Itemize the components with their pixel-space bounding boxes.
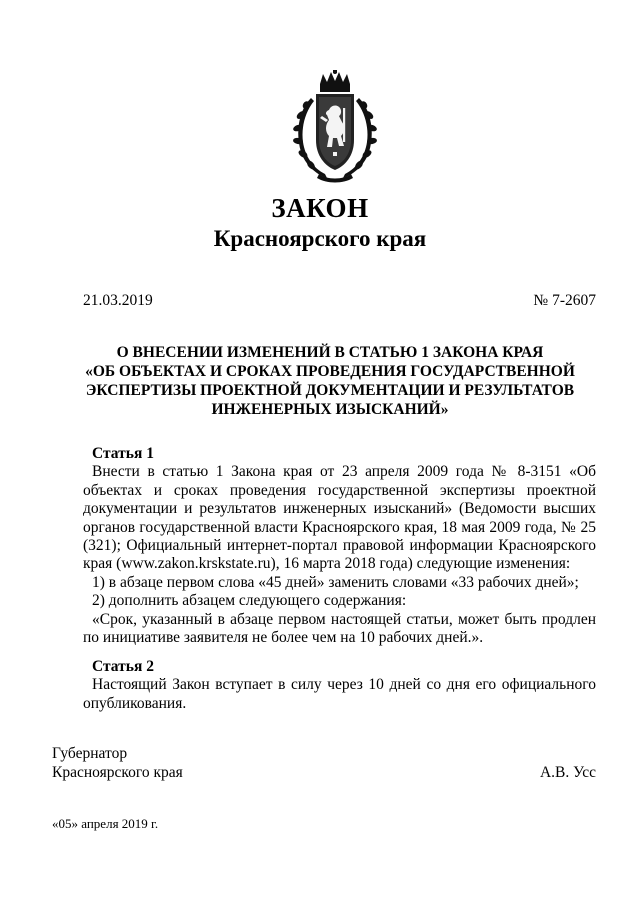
document-title-line: ЭКСПЕРТИЗЫ ПРОЕКТНОЙ ДОКУМЕНТАЦИИ И РЕЗУЛЬТАТОВ xyxy=(85,382,575,399)
signatory-name: А.В. Усс xyxy=(539,764,596,781)
article-2 xyxy=(83,658,596,713)
coat-of-arms-icon xyxy=(289,70,381,185)
article-heading: Статья 2 xyxy=(92,658,154,675)
article-paragraph: 2) дополнить абзацем следующего содержания: xyxy=(92,592,407,610)
signing-date: «05» апреля 2019 г. xyxy=(52,816,159,831)
document-title xyxy=(60,343,600,419)
article-paragraph: 1) в абзаце первом слова «45 дней» заменить словами «33 рабочих дней»; xyxy=(92,573,579,591)
document-number: № 7-2607 xyxy=(533,292,596,309)
article-paragraph: Внести в статью 1 Закона края от 23 апреля 2009 года № 8-3151 «Об объектах и сроках проведения государственной экспертизы проектной документации и результатов инженерных изысканий» (Ведомости высших органов государственной власти Красноярского края, 18 мая 2009 года, № 25 (321); Официальный интернет-портал правовой информации Красноярского края (www.zakon.krskstate.ru), 16 марта 2018 года) следующие изменения: xyxy=(83,463,596,573)
article-1 xyxy=(83,445,596,647)
signatory-position-line: Красноярского края xyxy=(52,764,183,781)
signatory-position-line: Губернатор xyxy=(52,745,128,762)
article-paragraph: Настоящий Закон вступает в силу через 10 дней со дня его официального опубликования. xyxy=(83,676,596,712)
signatory-position xyxy=(52,744,183,782)
document-title-line: «ОБ ОБЪЕКТАХ И СРОКАХ ПРОВЕДЕНИЯ ГОСУДАРСТВЕННОЙ xyxy=(85,363,575,380)
article-paragraph: «Срок, указанный в абзаце первом настоящей статьи, может быть продлен по инициативе заявителя не более чем на 10 рабочих дней.». xyxy=(83,610,596,647)
document-title-line: ИНЖЕНЕРНЫХ ИЗЫСКАНИЙ» xyxy=(211,401,449,418)
article-heading: Статья 1 xyxy=(92,445,154,462)
document-date: 21.03.2019 xyxy=(83,292,153,309)
document-region-heading: Красноярского края xyxy=(213,226,427,251)
document-title-line: О ВНЕСЕНИИ ИЗМЕНЕНИЙ В СТАТЬЮ 1 ЗАКОНА КРАЯ xyxy=(116,344,544,361)
document-type-heading: ЗАКОН xyxy=(271,193,369,223)
